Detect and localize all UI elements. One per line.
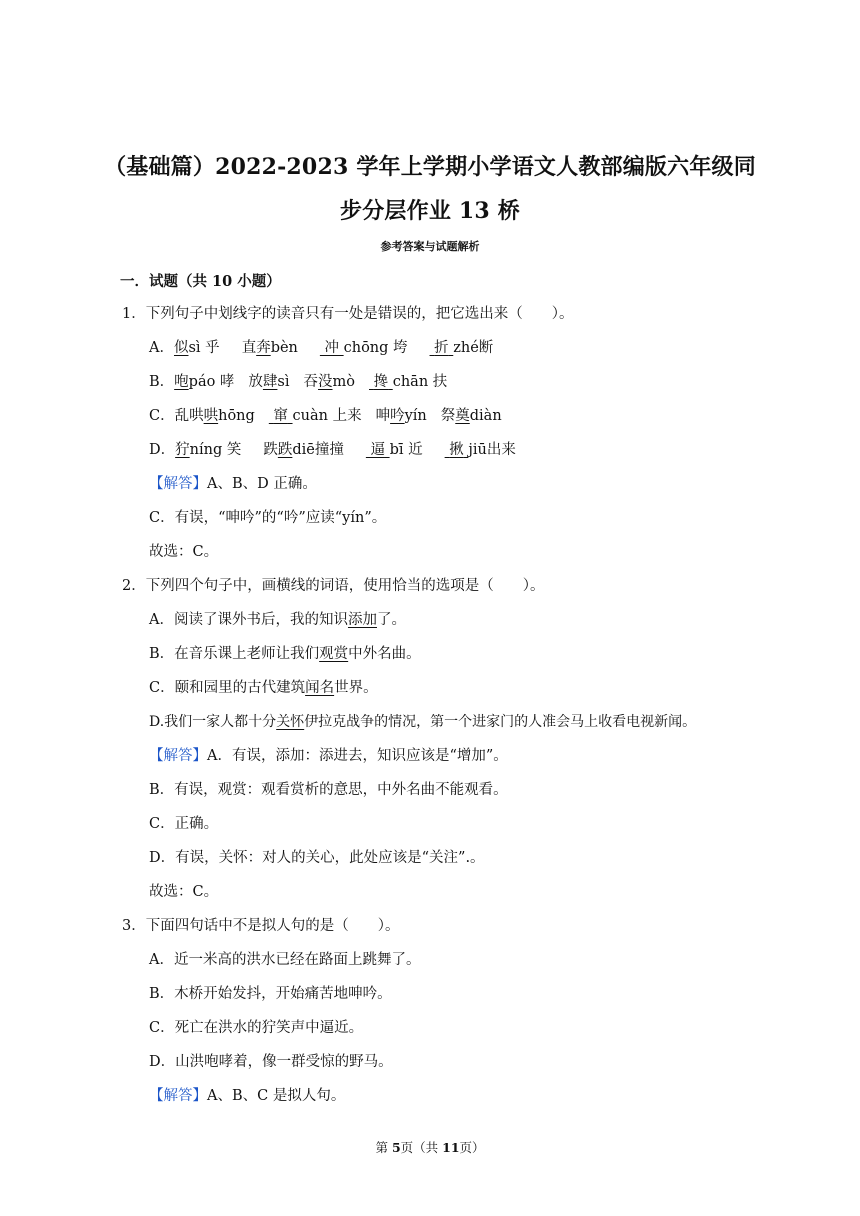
q2-option-a: A．阅读了课外书后，我的知识添加了。	[149, 612, 406, 628]
document-title-line2: 步分层作业 13 桥	[340, 198, 520, 224]
answer-tag: 【解答】	[149, 476, 207, 492]
q1-option-a: A．似sì 乎 直奔bèn 冲 chōng 垮 折 zhé断	[149, 340, 494, 356]
section-heading: 一．试题（共 10 小题）	[120, 273, 281, 290]
q3-option-b: B．木桥开始发抖，开始痛苦地呻吟。	[149, 986, 392, 1002]
q2-choice: 故选：C。	[149, 884, 219, 900]
q1-option-b: B．咆páo 哮 放肆sì 吞没mò 搀 chān 扶	[149, 374, 448, 390]
q1-choice: 故选：C。	[149, 544, 219, 560]
q2-stem: 2．下列四个句子中，画横线的词语，使用恰当的选项是（ ）。	[122, 578, 545, 594]
q2-option-b: B．在音乐课上老师让我们观赏中外名曲。	[149, 646, 421, 662]
q3-option-a: A．近一米高的洪水已经在路面上跳舞了。	[149, 952, 421, 968]
subtitle: 参考答案与试题解析	[380, 240, 480, 253]
page-total: 11	[442, 1140, 460, 1155]
q2-answer: 【解答】A．有误，添加：添进去，知识应该是“增加”。	[149, 748, 508, 764]
answer-tag: 【解答】	[149, 748, 207, 764]
answer-tag: 【解答】	[149, 1088, 207, 1104]
q1-answer: 【解答】A、B、D 正确。	[149, 476, 317, 492]
q1-explanation: C．有误，“呻吟”的“吟”应读“yín”。	[149, 510, 387, 526]
q2-explanation-b: B．有误，观赏：观看赏析的意思，中外名曲不能观看。	[149, 782, 508, 798]
q1-option-d: D．狞níng 笑 跌跌diē撞撞 逼 bī 近 揪 jiū出来	[149, 442, 516, 458]
q2-option-d: D.我们一家人都十分关怀伊拉克战争的情况，第一个进家门的人准会马上收看电视新闻。	[149, 714, 697, 730]
q3-answer: 【解答】A、B、C 是拟人句。	[149, 1088, 346, 1104]
q3-option-c: C．死亡在洪水的狞笑声中逼近。	[149, 1020, 364, 1036]
q2-explanation-c: C．正确。	[149, 816, 219, 832]
q3-option-d: D．山洪咆哮着，像一群受惊的野马。	[149, 1054, 393, 1070]
page-footer: 第 5页（共 11页）	[375, 1140, 485, 1155]
q2-explanation-d: D．有误，关怀：对人的关心，此处应该是“关注”.。	[149, 850, 485, 866]
q1-stem: 1．下列句子中划线字的读音只有一处是错误的，把它选出来（ ）。	[122, 306, 574, 322]
q2-option-c: C．颐和园里的古代建筑闻名世界。	[149, 680, 378, 696]
q3-stem: 3．下面四句话中不是拟人句的是（ ）。	[122, 918, 400, 934]
page-number: 5	[391, 1140, 401, 1155]
document-title-line1: （基础篇）2022-2023 学年上学期小学语文人教部编版六年级同	[104, 154, 756, 180]
q1-option-c: C．乱哄哄hōng 窜 cuàn 上来 呻吟yín 祭奠diàn	[149, 408, 502, 424]
